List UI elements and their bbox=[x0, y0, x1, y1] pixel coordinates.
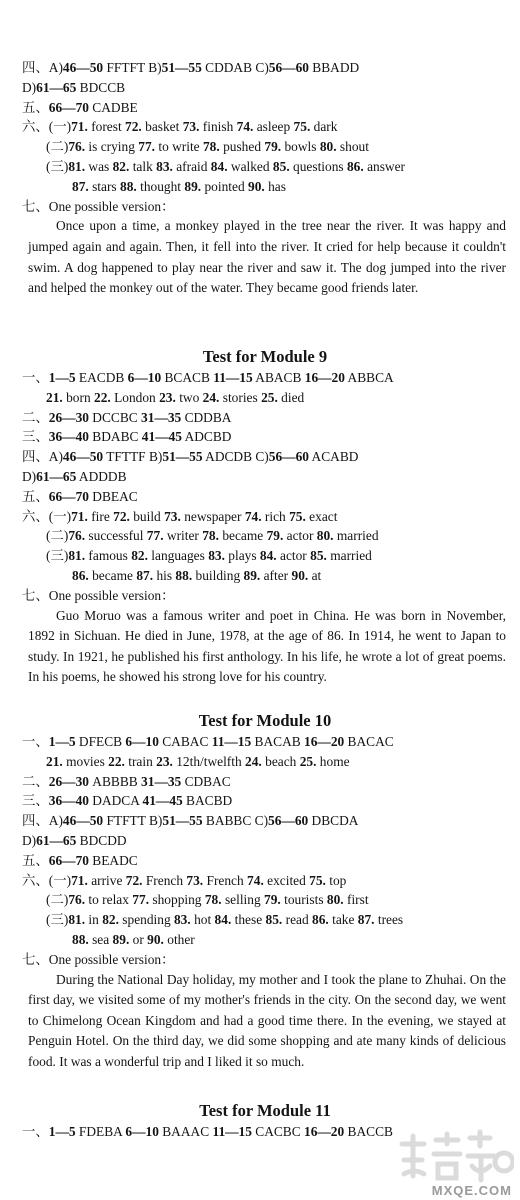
answer-line-reading-d: D)61—65 BDCDD bbox=[22, 832, 127, 848]
writing-heading: 七、One possible version： bbox=[22, 198, 175, 214]
answer-line-vocab-2: (二)76. to relax 77. shopping 78. selling 79. tourists 80. first bbox=[46, 892, 369, 908]
answer-line-matching: 五、66—70 CADBE bbox=[22, 99, 138, 115]
answer-line-reading: 四、A)46—50 FFTFT B)51—55 CDDAB C)56—60 BBADD bbox=[22, 60, 360, 75]
answer-line-cloze: 三、36—40 BDABC 41—45 ADCBD bbox=[22, 429, 232, 445]
writing-heading: 七、One possible version： bbox=[22, 951, 175, 967]
answer-line-vocab-4: 88. sea 89. or 90. other bbox=[72, 931, 195, 947]
module-title: Test for Module 11 bbox=[199, 1101, 331, 1120]
answer-line-choice: 二、26—30 ABBBB 31—35 CDBAC bbox=[22, 773, 231, 789]
answer-line-matching: 五、66—70 BEADC bbox=[22, 852, 138, 868]
sample-essay: During the National Day holiday, my mother and I took the plane to Zhuhai. On the first day, we visited some of my mother's friends in the city. On the second day, we went to Chimelong Ocean Kingdom and had a good time there. In the evening, we stayed at Penguin Hotel. On the third day, we did some shopping and ate many kinds of delicious food. It was a wonderful trip and I liked it so much. bbox=[28, 971, 506, 1069]
watermark-text: MXQE.COM bbox=[431, 1183, 512, 1198]
answer-line-vocab-3: (三)81. was 82. talk 83. afraid 84. walked 85. questions 86. answer bbox=[46, 158, 405, 174]
answer-line-listening-fill: 21. movies 22. train 23. 12th/twelfth 24. beach 25. home bbox=[46, 753, 350, 769]
sample-essay: Once upon a time, a monkey played in the tree near the river. It was happy and jumped again and again. Then, it fell into the river. It cried for help because it couldn't swim. A dog happened to play near the river and saw it. The dog jumped into the river and helped the monkey out of the water. They became good friends later. bbox=[28, 218, 506, 296]
answer-line-reading: 四、A)46—50 TFTTF B)51—55 ADCDB C)56—60 ACABD bbox=[22, 449, 359, 465]
answer-line-vocab-1: 六、(一)71. forest 72. basket 73. finish 74. asleep 75. dark bbox=[22, 119, 338, 135]
answer-line-listening: 一、1—5 DFECB 6—10 CABAC 11—15 BACAB 16—20 BACAC bbox=[22, 734, 394, 749]
answer-line-reading-d: D)61—65 ADDDB bbox=[22, 468, 127, 484]
answer-line-listening: 一、1—5 FDEBA 6—10 BAAAC 11—15 CACBC 16—20 BACCB bbox=[22, 1124, 393, 1139]
answer-line-cloze: 三、36—40 DADCA 41—45 BACBD bbox=[22, 793, 233, 809]
answer-line-listening: 一、1—5 EACDB 6—10 BCACB 11—15 ABACB 16—20 ABBCA bbox=[22, 370, 394, 385]
answer-line-vocab-1: 六、(一)71. arrive 72. French 73. French 74. excited 75. top bbox=[22, 872, 347, 888]
answer-line-matching: 五、66—70 DBEAC bbox=[22, 488, 138, 504]
module-8-answers bbox=[22, 58, 508, 299]
answer-line-vocab-2: (二)76. is crying 77. to write 78. pushed 79. bowls 80. shout bbox=[46, 139, 369, 155]
answer-line-vocab-2: (二)76. successful 77. writer 78. became 79. actor 80. married bbox=[46, 528, 379, 544]
answer-line-listening-fill: 21. born 22. London 23. two 24. stories 25. died bbox=[46, 389, 305, 405]
module-title: Test for Module 10 bbox=[198, 711, 332, 730]
answer-line-vocab-3: (三)81. in 82. spending 83. hot 84. these 85. read 86. take 87. trees bbox=[46, 912, 404, 928]
module-9-answers bbox=[22, 346, 508, 688]
module-title: Test for Module 9 bbox=[202, 347, 328, 366]
answer-line-reading-d: D)61—65 BDCCB bbox=[22, 79, 126, 95]
sample-essay: Guo Moruo was a famous writer and poet in China. He was born in November, 1892 in Sichuan. He died in June, 1978, at the age of 86. In 1914, he went to Japan to study. In 1921, he published his first anthology. In his life, he wrote a lot of great poems. In his poems, he showed his strong love for his country. bbox=[28, 607, 506, 685]
writing-heading: 七、One possible version： bbox=[22, 587, 175, 603]
answer-line-reading: 四、A)46—50 FTFTT B)51—55 BABBC C)56—60 DBCDA bbox=[22, 813, 359, 829]
module-10-answers bbox=[22, 710, 508, 1073]
answer-line-vocab-1: 六、(一)71. fire 72. build 73. newspaper 74. rich 75. exact bbox=[22, 508, 338, 524]
answer-line-choice: 二、26—30 DCCBC 31—35 CDDBA bbox=[22, 409, 232, 425]
answer-line-vocab-4: 87. stars 88. thought 89. pointed 90. has bbox=[72, 178, 286, 194]
answer-line-vocab-4: 86. became 87. his 88. building 89. after 90. at bbox=[72, 567, 322, 583]
answer-line-vocab-3: (三)81. famous 82. languages 83. plays 84. actor 85. married bbox=[46, 548, 372, 564]
